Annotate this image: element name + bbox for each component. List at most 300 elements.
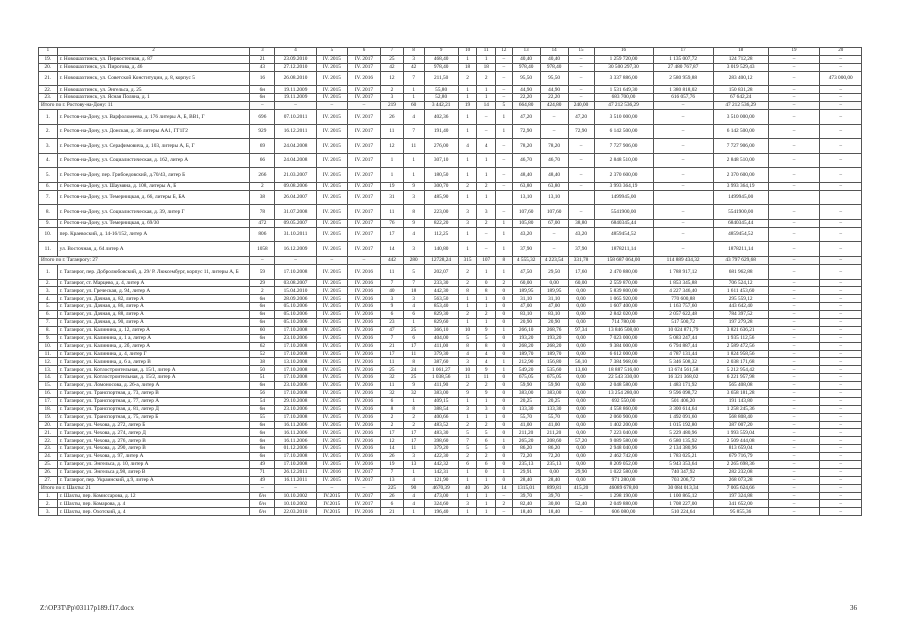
table-cell: 22,20	[540, 94, 568, 102]
table-row	[39, 63, 862, 71]
table-cell: –	[820, 205, 862, 220]
table-cell: 9	[477, 326, 496, 334]
table-cell: IV. 2016	[347, 295, 380, 303]
table-row	[39, 55, 862, 63]
table-cell: 4859454,52	[594, 227, 653, 242]
table-cell: 29,90	[568, 468, 594, 476]
table-row	[39, 382, 862, 390]
table-cell: 29,91	[512, 468, 540, 476]
table-cell: 0,00	[568, 334, 594, 342]
table-cell: 6	[403, 311, 424, 319]
table-cell: –	[768, 445, 820, 453]
row-number-cell: 7.	[39, 190, 58, 205]
table-cell: 189,95	[540, 287, 568, 295]
table-cell: 3 821 636,21	[713, 326, 768, 334]
table-cell: 2	[381, 421, 404, 429]
table-cell: –	[820, 484, 862, 492]
table-cell: –	[653, 139, 713, 154]
table-cell: 133,30	[540, 405, 568, 413]
table-row	[39, 374, 862, 382]
table-cell: 829,30	[424, 311, 458, 319]
table-cell: –	[768, 468, 820, 476]
table-cell: 443 642,40	[713, 303, 768, 311]
table-cell: 3	[458, 405, 477, 413]
table-cell: 4 223,54	[540, 257, 568, 265]
table-cell: 22.03.2010	[275, 508, 316, 516]
table-cell: –	[768, 500, 820, 508]
address-cell: г. Ростов-на-Дону, ул. Шаумяна, д. 108, литеры А, Б	[57, 182, 250, 190]
table-cell: 21	[381, 342, 404, 350]
subtotal-row	[39, 484, 862, 492]
table-cell: 14	[381, 445, 404, 453]
table-cell: 2 038 171,68	[713, 358, 768, 366]
table-cell: 3	[458, 500, 477, 508]
table-cell: –	[768, 374, 820, 382]
table-cell: 6н	[250, 303, 275, 311]
table-cell: –	[820, 453, 862, 461]
table-cell: 5 943 353,64	[653, 461, 713, 469]
table-cell: 1	[458, 55, 477, 63]
table-cell: –	[768, 311, 820, 319]
address-cell: г. Ростов-на-Дону, ул. Темерницкая, д. 69/30	[57, 219, 250, 227]
table-cell: –	[768, 295, 820, 303]
table-row	[39, 219, 862, 227]
table-cell: –	[768, 326, 820, 334]
table-cell: 16.11.2011	[275, 476, 316, 484]
table-cell: 121,90	[424, 476, 458, 484]
table-cell: 3	[381, 295, 404, 303]
table-cell: 50	[250, 366, 275, 374]
table-cell: IV. 2016	[347, 319, 380, 327]
table-cell: 3	[458, 219, 477, 227]
table-cell: 72,90	[512, 124, 540, 139]
table-cell: IV. 2015	[316, 311, 347, 319]
address-cell: г. Таганрог, пер. Добролюбовский, д. 29/ Р. Люксембург, корпус 11, литеры А, Б	[57, 264, 250, 279]
address-cell: г. Новошахтинск, ул. Первостепная, д. 87	[57, 55, 250, 63]
table-cell: 03.08.2007	[275, 279, 316, 287]
table-cell: –	[820, 421, 862, 429]
table-cell: 3 300 614,64	[653, 405, 713, 413]
table-cell: 485,90	[424, 190, 458, 205]
table-cell: IV. 2015	[316, 63, 347, 71]
table-cell: 4	[403, 500, 424, 508]
table-cell: –	[768, 168, 820, 183]
table-cell: –	[820, 334, 862, 342]
table-cell: IV. 2016	[347, 382, 380, 390]
table-cell: 2	[381, 413, 404, 421]
table-cell: 86,20	[540, 445, 568, 453]
table-cell: IV. 2016	[316, 468, 347, 476]
table-cell: 196,40	[424, 508, 458, 516]
table-cell: 822,20	[424, 219, 458, 227]
table-cell: 1	[458, 109, 477, 124]
table-cell: 55	[250, 413, 275, 421]
table-cell: 7 005 624,66	[713, 484, 768, 492]
table-cell: 37,90	[512, 242, 540, 257]
address-cell: г. Ростов-на-Дону, ул. Темерницкая, д. 66, литеры Б, БА	[57, 190, 250, 205]
table-cell: 2 370 600,00	[594, 168, 653, 183]
table-cell: 78,20	[540, 139, 568, 154]
table-cell: –	[250, 102, 275, 110]
table-cell: 549,20	[512, 366, 540, 374]
table-cell: –	[768, 334, 820, 342]
address-cell: г. Таганрог, ул. Чехова, д. 276, литер В	[57, 437, 250, 445]
table-cell: 1	[496, 326, 513, 334]
table-cell: –	[496, 55, 513, 63]
table-cell: 20,90	[540, 319, 568, 327]
table-cell: 6н	[250, 445, 275, 453]
table-cell: 51	[250, 374, 275, 382]
table-cell: 40,40	[540, 55, 568, 63]
table-cell: 150 831,28	[713, 86, 768, 94]
address-cell: г. Ростов-на-Дону, пер. Грибоедовский, д.70/43, литер Б	[57, 168, 250, 183]
table-cell: IV. 2016	[347, 342, 380, 350]
table-cell: 17.10.2008	[275, 374, 316, 382]
table-cell: 1	[458, 124, 477, 139]
table-cell: IV. 2015	[316, 109, 347, 124]
table-cell: 4	[458, 350, 477, 358]
table-cell: 1 258 245,36	[713, 405, 768, 413]
table-cell: IV. 2015	[316, 295, 347, 303]
table-row	[39, 413, 862, 421]
table-cell: 78	[250, 205, 275, 220]
table-cell: 1 483 171,92	[653, 382, 713, 390]
table-cell	[568, 190, 594, 205]
table-cell: 17	[381, 227, 404, 242]
table-row	[39, 311, 862, 319]
table-cell: 142,31	[424, 468, 458, 476]
table-cell: 26	[381, 453, 404, 461]
table-cell: –	[820, 319, 862, 327]
table-cell: 2 048 580,00	[594, 382, 653, 390]
table-cell: 1	[381, 153, 404, 168]
table-cell: 2 580 959,88	[653, 71, 713, 86]
table-cell: 1	[477, 319, 496, 327]
address-cell: г. Таганрог, ул. Дачная, д. 82, литер А	[57, 295, 250, 303]
table-cell: 2	[477, 453, 496, 461]
table-cell: 616 057,76	[653, 94, 713, 102]
table-cell: 14	[477, 102, 496, 110]
table-cell: 67,00	[540, 219, 568, 227]
table-cell: 0	[496, 445, 513, 453]
table-cell: –	[275, 484, 316, 492]
table-cell: IV. 2015	[316, 279, 347, 287]
table-cell: 48,40	[512, 168, 540, 183]
table-cell: 307,10	[424, 153, 458, 168]
table-cell: 11	[403, 350, 424, 358]
table-cell: 3	[477, 205, 496, 220]
table-cell: 30 500 297,30	[594, 63, 653, 71]
table-cell: 43,20	[568, 227, 594, 242]
table-cell: 9	[403, 182, 424, 190]
table-cell: 13,10	[540, 190, 568, 205]
table-cell: 2 265 698,36	[713, 461, 768, 469]
table-cell: 29	[250, 279, 275, 287]
table-cell: –	[653, 205, 713, 220]
table-cell: 11	[458, 374, 477, 382]
table-cell: 2 470 880,00	[594, 264, 653, 279]
table-cell: –	[768, 94, 820, 102]
table-cell: 39,70	[512, 492, 540, 500]
table-cell: 1	[458, 413, 477, 421]
table-cell: IV. 2015	[316, 421, 347, 429]
table-cell: –	[568, 168, 594, 183]
table-cell: IV. 2017	[347, 94, 380, 102]
table-cell: IV. 2017	[347, 500, 380, 508]
table-cell: 4	[477, 139, 496, 154]
table-row	[39, 190, 862, 205]
table-cell: IV. 2016	[347, 453, 380, 461]
table-cell: 295 559,12	[713, 295, 768, 303]
table-cell: 4 558 860,00	[594, 405, 653, 413]
table-cell: 266	[250, 168, 275, 183]
table-cell: 6 580 135,92	[653, 437, 713, 445]
table-cell: IV. 2016	[347, 303, 380, 311]
table-cell: IV. 2015	[316, 219, 347, 227]
table-cell: 2 948 040,00	[594, 445, 653, 453]
table-cell: 0	[496, 397, 513, 405]
table-cell: –	[768, 397, 820, 405]
table-cell: 2 370 600,00	[713, 168, 768, 183]
table-cell: 55,70	[540, 413, 568, 421]
table-cell: –	[768, 342, 820, 350]
table-cell: –	[768, 182, 820, 190]
table-cell: –	[820, 86, 862, 94]
table-cell: 86,20	[512, 445, 540, 453]
table-cell: 2 509 444,08	[713, 437, 768, 445]
table-cell: 3	[403, 295, 424, 303]
table-cell: –	[820, 413, 862, 421]
table-cell: 28.09.2006	[275, 295, 316, 303]
table-cell: –	[768, 492, 820, 500]
table-cell: 13 846 508,00	[594, 326, 653, 334]
table-cell: –	[653, 219, 713, 227]
table-cell: 32	[381, 374, 404, 382]
table-cell: 978,40	[540, 63, 568, 71]
column-number: 14	[540, 48, 568, 56]
table-cell: IV. 2016	[347, 421, 380, 429]
table-cell: –	[820, 429, 862, 437]
table-cell: –	[820, 445, 862, 453]
table-cell: 55,80	[424, 86, 458, 94]
table-cell: 05.10.2006	[275, 319, 316, 327]
table-row	[39, 350, 862, 358]
table-cell: 3	[403, 453, 424, 461]
table-cell: 7	[381, 468, 404, 476]
table-cell: 20,90	[512, 319, 540, 327]
column-number: 7	[381, 48, 404, 56]
column-number: 3	[250, 48, 275, 56]
table-cell: 16.12.2009	[275, 242, 316, 257]
table-cell: 46,70	[540, 153, 568, 168]
table-cell: 05.10.2006	[275, 311, 316, 319]
table-cell: 1 607 400,00	[594, 303, 653, 311]
table-cell: 59,90	[540, 382, 568, 390]
table-cell: –	[820, 468, 862, 476]
column-number: 9	[424, 48, 458, 56]
row-number-cell: 2.	[39, 279, 58, 287]
table-cell: IV. 2015	[316, 190, 347, 205]
table-cell: 341 652,00	[713, 500, 768, 508]
table-cell: 1	[458, 468, 477, 476]
table-cell: 0,00	[568, 390, 594, 398]
table-row	[39, 182, 862, 190]
column-number: 5	[316, 48, 347, 56]
address-cell: г. Таганрог, ул. Энгельса д.98, литер В	[57, 468, 250, 476]
table-cell: 2 049 880,00	[594, 500, 653, 508]
table-cell: 784 397,52	[713, 311, 768, 319]
table-row	[39, 397, 862, 405]
table-cell: 6 794 887,44	[653, 342, 713, 350]
table-cell: 442,32	[424, 461, 458, 469]
table-cell: 7 727 906,00	[713, 139, 768, 154]
table-cell: 1	[458, 508, 477, 516]
table-cell: –	[316, 102, 347, 110]
table-cell: –	[316, 257, 347, 265]
table-cell: 1	[458, 242, 477, 257]
table-cell: 17	[403, 429, 424, 437]
table-cell: 265,20	[512, 437, 540, 445]
table-cell: 6н	[250, 437, 275, 445]
address-cell: г. Новошахтинск, ул. Советской Конституции, д. 8, корпус 5	[57, 71, 250, 86]
table-cell: 6 221 957,98	[713, 374, 768, 382]
table-cell: 59	[250, 264, 275, 279]
row-number-cell: 12.	[39, 358, 58, 366]
table-cell: 158 687 064,00	[594, 257, 653, 265]
row-number-cell: 13.	[39, 366, 58, 374]
table-cell: 2	[458, 453, 477, 461]
table-cell: 6н	[250, 429, 275, 437]
table-cell: 6	[458, 461, 477, 469]
address-cell: г. Ростов-на-Дону, ул. Серафимовича, д. 103, литеры А, Б, Г	[57, 139, 250, 154]
row-number-cell: 4.	[39, 153, 58, 168]
table-cell: 1 853 345,88	[653, 279, 713, 287]
table-cell: 21.03.2007	[275, 168, 316, 183]
table-body	[39, 48, 862, 516]
address-cell: г. Таганрог, ул. Чехова, д. 97, литер А	[57, 453, 250, 461]
table-cell: –	[820, 508, 862, 516]
table-cell: 0,00	[568, 453, 594, 461]
table-cell: 23.10.2006	[275, 382, 316, 390]
table-cell: 1 935 112,56	[713, 334, 768, 342]
table-cell: 6н	[250, 453, 275, 461]
table-cell: 1	[458, 476, 477, 484]
table-cell: –	[768, 453, 820, 461]
table-row	[39, 358, 862, 366]
table-cell: 19.11.2009	[275, 86, 316, 94]
table-cell: 26.08.2010	[275, 71, 316, 86]
table-row	[39, 124, 862, 139]
table-cell: 20,25	[512, 397, 540, 405]
table-cell: –	[653, 242, 713, 257]
table-cell: 5	[477, 429, 496, 437]
row-number-cell: 2.	[39, 500, 58, 508]
table-cell: –	[768, 55, 820, 63]
table-cell: 189,70	[512, 350, 540, 358]
table-cell: 13,10	[512, 190, 540, 205]
address-cell: г. Новошахтинск, ул. Ясная Поляна, д. 1	[57, 94, 250, 102]
table-row	[39, 468, 862, 476]
column-number: 18	[713, 48, 768, 56]
table-cell: 67 642,24	[713, 94, 768, 102]
table-cell: 1	[477, 303, 496, 311]
table-cell: –	[820, 358, 862, 366]
table-cell: 5	[458, 445, 477, 453]
table-cell: –	[768, 350, 820, 358]
address-cell: г. Таганрог, ул. Греческая, д. 94, литер А	[57, 287, 250, 295]
table-cell: 6	[381, 311, 404, 319]
table-row	[39, 366, 862, 374]
table-cell: 1 100 865,12	[653, 492, 713, 500]
table-cell: 0,00	[568, 421, 594, 429]
table-cell: 1	[403, 468, 424, 476]
row-number-cell: 9.	[39, 334, 58, 342]
table-cell: 2	[458, 71, 477, 86]
table-cell: 12	[381, 71, 404, 86]
table-cell: 1	[458, 492, 477, 500]
table-cell: –	[347, 102, 380, 110]
table-cell: 563,50	[424, 295, 458, 303]
table-cell: 17	[403, 437, 424, 445]
table-cell: 208,60	[540, 437, 568, 445]
table-cell: –	[540, 242, 568, 257]
table-row	[39, 205, 862, 220]
table-cell: 2 134 380,96	[653, 445, 713, 453]
table-cell: IV. 2015	[316, 139, 347, 154]
table-cell: 43,20	[512, 227, 540, 242]
table-cell: 971 280,00	[594, 476, 653, 484]
row-number-cell: 23.	[39, 94, 58, 102]
table-cell: IV. 2016	[347, 508, 380, 516]
table-cell: 23	[381, 319, 404, 327]
table-cell: –	[653, 168, 713, 183]
table-cell: 0	[496, 374, 513, 382]
table-cell: 510 224,64	[653, 508, 713, 516]
subtotal-row	[39, 257, 862, 265]
table-cell: IV. 2016	[347, 461, 380, 469]
table-cell: –	[568, 205, 594, 220]
table-cell: –	[820, 182, 862, 190]
table-cell	[768, 190, 820, 205]
table-cell: 0	[477, 468, 496, 476]
table-cell: 1	[496, 264, 513, 279]
table-cell: IV. 2015	[316, 342, 347, 350]
table-cell: 9	[477, 390, 496, 398]
table-cell: 41,00	[512, 421, 540, 429]
table-cell: –	[768, 279, 820, 287]
table-cell: IV. 2016	[347, 264, 380, 279]
table-cell: 8	[458, 287, 477, 295]
table-cell: 0,00	[540, 468, 568, 476]
table-cell: IV.2015	[316, 500, 347, 508]
table-cell: 5541900,00	[713, 205, 768, 220]
table-cell: 18	[477, 63, 496, 71]
table-cell: –	[540, 227, 568, 242]
table-cell: 19	[381, 182, 404, 190]
table-cell: 83,10	[540, 311, 568, 319]
table-cell: 56	[250, 390, 275, 398]
table-cell: 39,70	[540, 492, 568, 500]
table-cell: IV. 2017	[347, 86, 380, 94]
table-cell: IV. 2017	[347, 168, 380, 183]
table-cell: 1	[496, 227, 513, 242]
table-cell: 8	[403, 205, 424, 220]
table-cell: –	[477, 109, 496, 124]
table-row	[39, 303, 862, 311]
address-cell: г. Таганрог, ул. Дачная, д. 90, литер А	[57, 319, 250, 327]
table-cell: 6	[381, 500, 404, 508]
table-cell: 411,90	[424, 382, 458, 390]
